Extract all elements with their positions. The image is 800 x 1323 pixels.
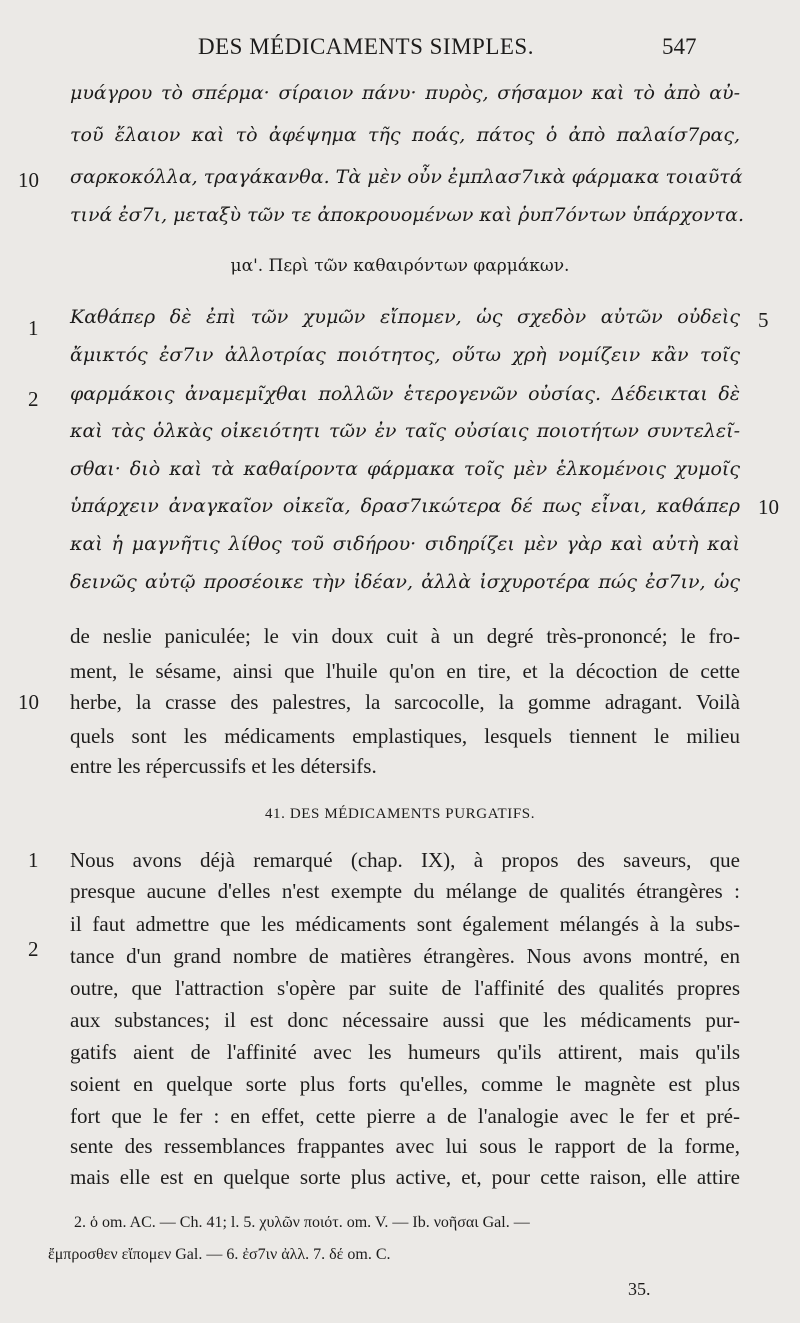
greek-line: καὶ τὰς ὁλκὰς οἰκειότητι τῶν ἐν ταῖς οὐσίαις ποιοτήτων συντελεῖ- xyxy=(70,420,740,442)
greek-line: ἄμικτός ἐσ7ιν ἀλλοτρίας ποιότητος, οὕτω χρὴ νομίζειν κἂν τοῖς xyxy=(70,344,740,366)
paragraph-number-2: 2 xyxy=(28,937,39,961)
french-line: gatifs aient de l'affinité avec les humeurs qu'ils attirent, mais qu'ils xyxy=(70,1040,740,1064)
footnote-line: 2. ὁ om. AC. — Ch. 41; l. 5. χυλῶν ποιότ. om. V. — Ib. νοῆσαι Gal. — xyxy=(74,1214,530,1231)
footnote-line: ἔμπροσθεν εἴπομεν Gal. — 6. ἐσ7ιν ἀλλ. 7. δέ om. C. xyxy=(48,1246,391,1263)
line-number-10: 10 xyxy=(758,495,779,519)
greek-chapter-heading: μα'. Περὶ τῶν καθαιρόντων φαρμάκων. xyxy=(230,256,570,276)
greek-line: τινά ἐσ7ι, μεταξὺ τῶν τε ἀποκρουομένων καὶ ῥυπ7όντων ὑπάρχοντα. xyxy=(70,204,745,226)
french-line: presque aucune d'elles n'est exempte du mélange de qualités étrangères : xyxy=(70,879,740,903)
french-line: Nous avons déjà remarqué (chap. IX), à propos des saveurs, que xyxy=(70,848,740,872)
greek-line: Καθάπερ δὲ ἐπὶ τῶν χυμῶν εἴπομεν, ὡς σχεδὸν αὐτῶν οὐδεὶς xyxy=(70,306,740,328)
french-line: quels sont les médicaments emplastiques, lesquels tiennent le milieu xyxy=(70,724,740,748)
line-number-10: 10 xyxy=(18,168,39,192)
greek-line: ὑπάρχειν ἀναγκαῖον οἰκεῖα, δρασ7ικώτερα δέ πως εἶναι, καθάπερ xyxy=(70,495,740,517)
french-line: ment, le sésame, ainsi que l'huile qu'on en tire, et la décoction de cette xyxy=(70,659,740,683)
line-number-5: 5 xyxy=(758,308,769,332)
greek-line: σαρκοκόλλα, τραγάκανθα. Τὰ μὲν οὖν ἐμπλασ7ικὰ φάρμακα τοιαῦτά xyxy=(70,166,743,188)
french-line: fort que le fer : en effet, cette pierre a de l'analogie avec le fer et pré- xyxy=(70,1104,740,1128)
french-line: entre les répercussifs et les détersifs. xyxy=(70,754,377,778)
french-line: aux substances; il est donc nécessaire aussi que les médicaments pur- xyxy=(70,1008,740,1032)
french-line: herbe, la crasse des palestres, la sarcocolle, la gomme adragant. Voilà xyxy=(70,690,740,714)
french-line: de neslie paniculée; le vin doux cuit à un degré très-prononcé; le fro- xyxy=(70,624,740,648)
greek-line: δεινῶς αὐτῷ προσέοικε τὴν ἰδέαν, ἀλλὰ ἰσχυροτέρα πώς ἐσ7ιν, ὡς xyxy=(70,571,740,593)
french-line: soient en quelque sorte plus forts qu'elles, comme le magnète est plus xyxy=(70,1072,740,1096)
french-chapter-heading: 41. DES MÉDICAMENTS PURGATIFS. xyxy=(264,806,536,822)
running-header xyxy=(0,34,800,64)
page-number: 547 xyxy=(662,34,697,59)
paragraph-number-1: 1 xyxy=(28,848,39,872)
greek-line: τοῦ ἔλαιον καὶ τὸ ἀφέψημα τῆς ποάς, πάτος ὁ ἀπὸ παλαίσ7ρας, xyxy=(70,124,740,146)
signature-mark: 35. xyxy=(628,1279,651,1299)
french-line: outre, que l'attraction s'opère par suite de l'affinité des qualités propres xyxy=(70,976,740,1000)
greek-line: μυάγρου τὸ σπέρμα· σίραιον πάνυ· πυρὸς, σήσαμον καὶ τὸ ἀπὸ αὐ- xyxy=(70,82,740,104)
french-line: tance d'un grand nombre de matières étrangères. Nous avons montré, en xyxy=(70,944,740,968)
running-title: DES MÉDICAMENTS SIMPLES. xyxy=(198,34,534,59)
line-number-10: 10 xyxy=(18,690,39,714)
greek-line: σθαι· διὸ καὶ τὰ καθαίροντα φάρμακα τοῖς μὲν ἑλκομένοις χυμοῖς xyxy=(70,458,740,480)
greek-line: καὶ ἡ μαγνῆτις λίθος τοῦ σιδήρου· σιδηρίζει μὲν γὰρ καὶ αὐτὴ καὶ xyxy=(70,533,740,555)
french-line: il faut admettre que les médicaments sont également mélangés à la subs- xyxy=(70,912,740,936)
greek-line: φαρμάκοις ἀναμεμῖχθαι πολλῶν ἑτερογενῶν οὐσίας. Δέδεικται δὲ xyxy=(70,383,740,405)
paragraph-number-2: 2 xyxy=(28,387,39,411)
french-line: sente des ressemblances frappantes avec lui sous le rapport de la forme, xyxy=(70,1134,740,1158)
french-line: mais elle est en quelque sorte plus active, et, pour cette raison, elle attire xyxy=(70,1165,740,1189)
paragraph-number-1: 1 xyxy=(28,316,39,340)
